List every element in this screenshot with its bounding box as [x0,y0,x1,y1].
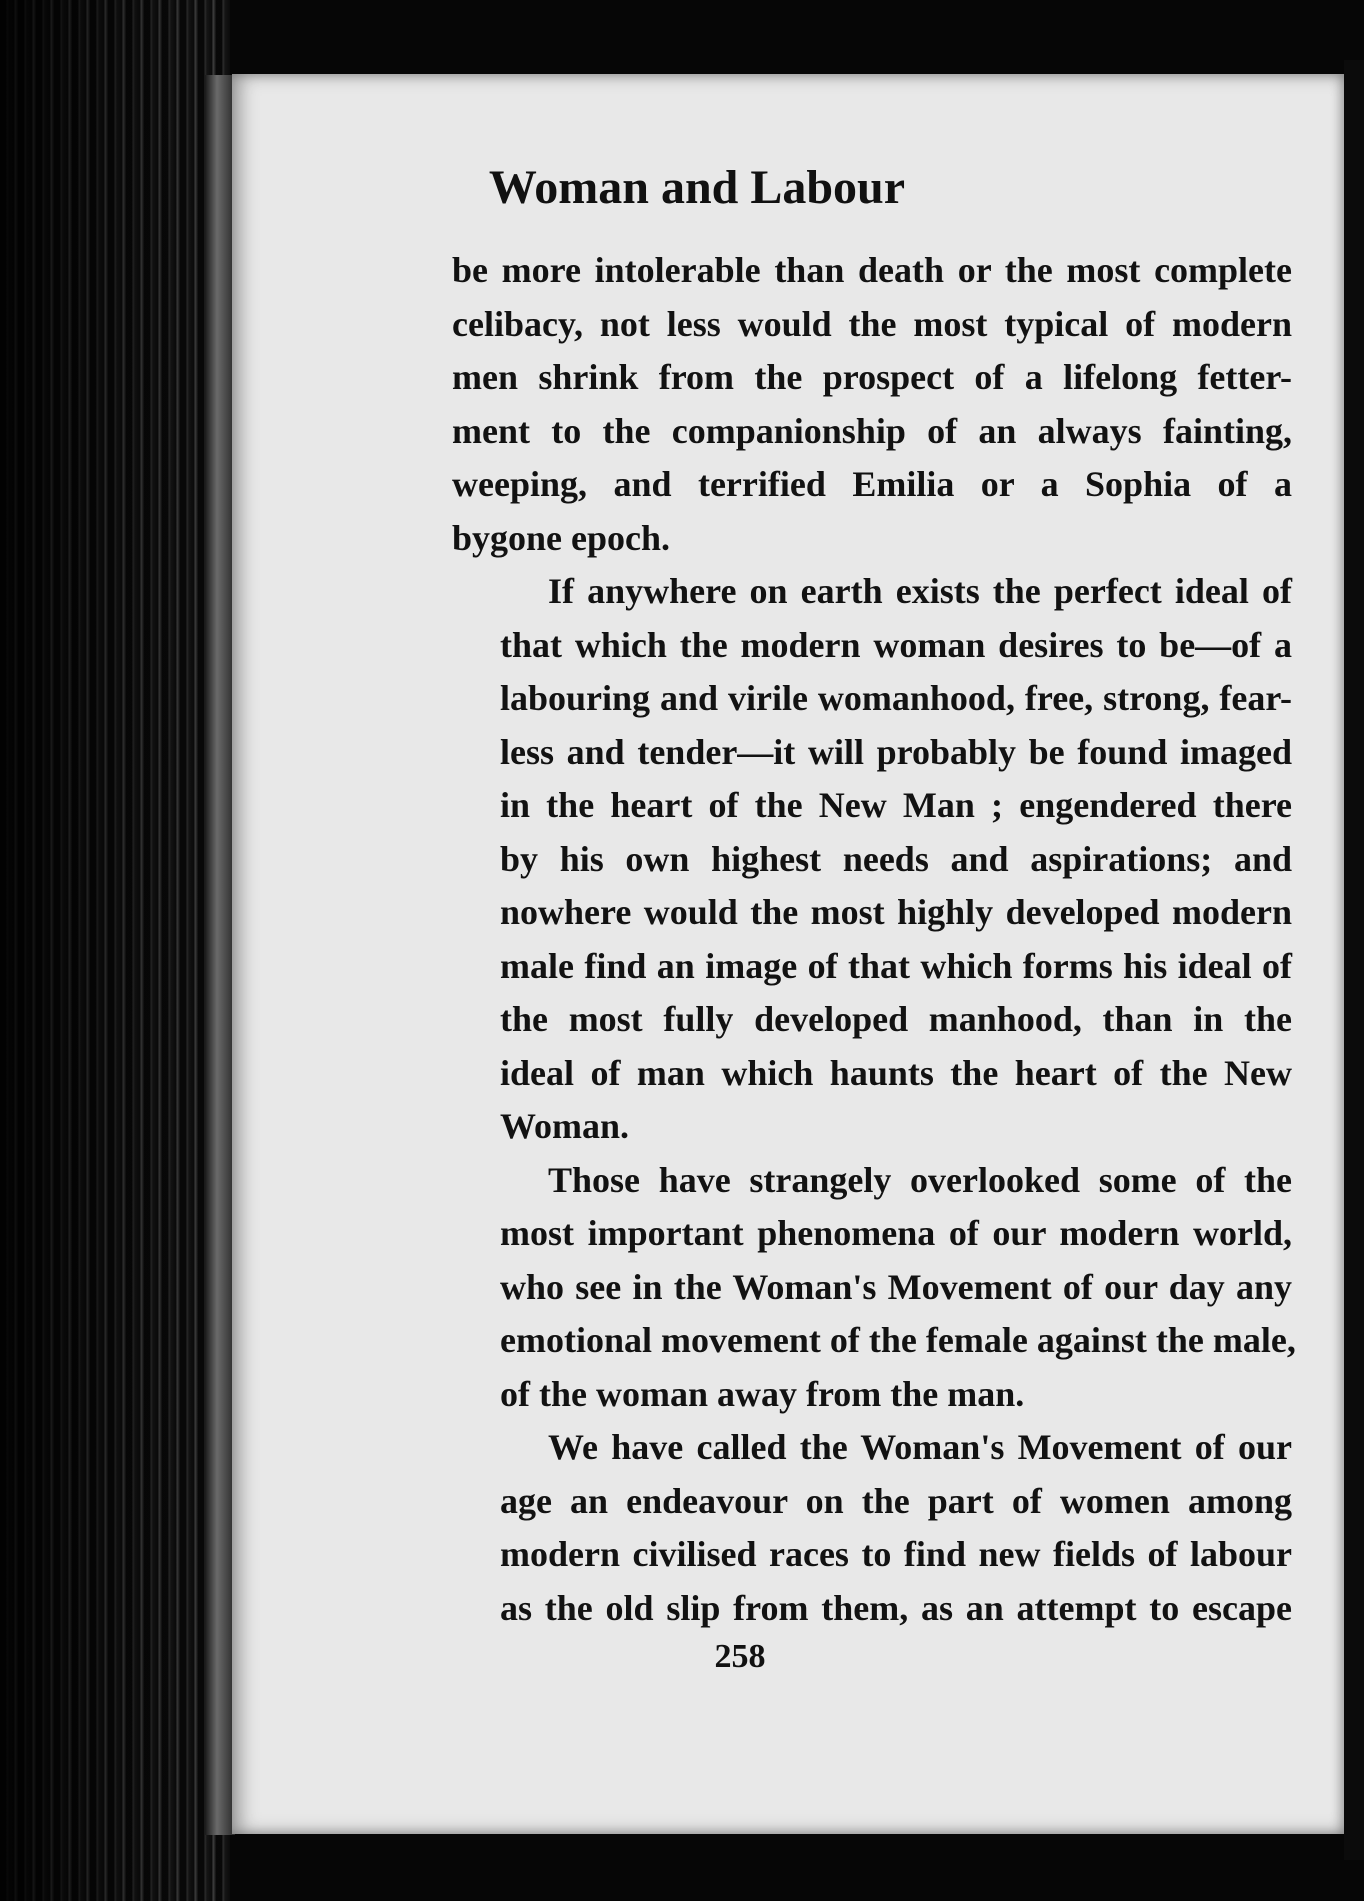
scan-right-border [1344,60,1364,1860]
text-line: If anywhere on earth exists the perfect ideal of [548,571,1292,611]
text-line: the most fully developed manhood, than in the [500,999,1292,1039]
text-line: age an endeavour on the part of women among [500,1480,1292,1521]
text-line: in the heart of the New Man ; engendered there [500,785,1292,825]
book-binding [205,75,235,1835]
text-line: less and tender—it will probably be found imaged [500,731,1292,772]
text-line: that which the modern woman desires to be—of a [500,624,1292,665]
text-line: of the woman away from the man. [500,1373,1025,1414]
paragraph [452,1154,1296,1422]
text-line: men shrink from the prospect of a lifelong fetter- [452,357,1292,397]
text-line: bygone epoch. [452,517,671,558]
text-line: nowhere would the most highly developed modern [500,892,1292,932]
text-line: ideal of man which haunts the heart of the New [500,1052,1292,1093]
text-line: who see in the Woman's Movement of our day any [500,1266,1292,1307]
text-line: emotional movement of the female against the male, [500,1320,1296,1360]
page-number: 258 [714,1638,766,1675]
text-line: Those have strangely overlooked some of the [548,1159,1292,1200]
text-line: We have called the Woman's Movement of our [548,1427,1292,1467]
running-header: Woman and Labour [488,161,906,214]
text-line: be more intolerable than death or the most complete [452,250,1292,290]
text-line: celibacy, not less would the most typical of modern [452,303,1292,344]
text-line: as the old slip from them, as an attempt to escape [500,1587,1292,1628]
book-edge-shadow [0,0,230,1901]
text-line: male find an image of that which forms his ideal of [500,945,1292,986]
paragraph [452,1421,1292,1635]
text-line: modern civilised races to find new fields of labour [500,1534,1292,1574]
text-line: by his own highest needs and aspirations; and [500,838,1292,879]
paragraph [452,565,1292,1154]
paragraph [452,244,1292,565]
text-line: weeping, and terrified Emilia or a Sophia of a [452,464,1292,504]
text-line: Woman. [500,1106,630,1146]
body-text [452,244,1296,1635]
text-line: labouring and virile womanhood, free, strong, fear- [500,678,1292,718]
text-line: ment to the companionship of an always fainting, [452,410,1292,451]
text-line: most important phenomena of our modern world, [500,1213,1292,1253]
